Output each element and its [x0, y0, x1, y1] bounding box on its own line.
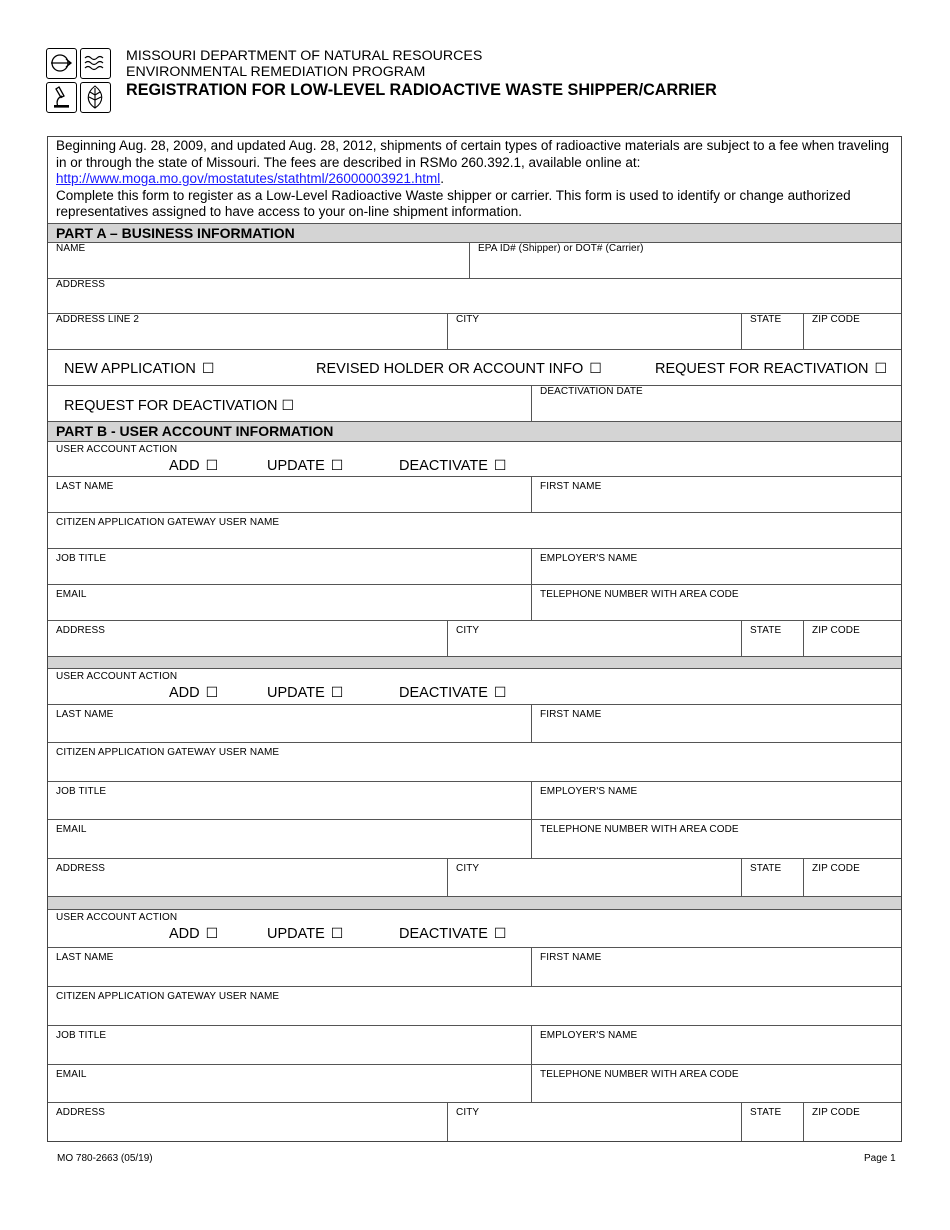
- row-deactivation: [48, 386, 901, 422]
- row-address-2: [48, 314, 901, 350]
- user-1-name-row: [48, 477, 901, 513]
- first-name-field[interactable]: FIRST NAME: [531, 948, 901, 986]
- email-field[interactable]: EMAIL: [56, 1069, 87, 1080]
- reactivation-option[interactable]: REQUEST FOR REACTIVATION ☐: [655, 360, 888, 377]
- email-field[interactable]: EMAIL: [56, 589, 87, 600]
- last-name-field[interactable]: LAST NAME: [56, 952, 114, 963]
- first-name-field[interactable]: FIRST NAME: [531, 477, 901, 512]
- cag-username-field[interactable]: CITIZEN APPLICATION GATEWAY USER NAME: [56, 991, 280, 1002]
- form-title: REGISTRATION FOR LOW-LEVEL RADIOACTIVE WASTE SHIPPER/CARRIER: [126, 81, 717, 99]
- zip-field[interactable]: ZIP CODE: [803, 1103, 901, 1141]
- address-field[interactable]: ADDRESS: [56, 863, 106, 874]
- user-1-job-row: [48, 549, 901, 585]
- new-application-option[interactable]: NEW APPLICATION ☐: [64, 360, 215, 377]
- add-option[interactable]: ADD ☐: [169, 457, 219, 474]
- cag-username-field[interactable]: CITIZEN APPLICATION GATEWAY USER NAME: [56, 747, 280, 758]
- job-title-field[interactable]: JOB TITLE: [56, 1030, 107, 1041]
- checkbox-icon[interactable]: ☐: [201, 360, 215, 376]
- intro-paragraph-2: Complete this form to register as a Low-Level Radioactive Waste shipper or carrier. This form is used to identify or change authorized representatives assigned to have access to your on-line shipment information.: [56, 187, 851, 219]
- employer-name-field[interactable]: EMPLOYER'S NAME: [531, 1026, 901, 1064]
- user-2-cag-row: [48, 743, 901, 782]
- checkbox-icon[interactable]: ☐: [330, 684, 344, 700]
- checkbox-icon[interactable]: ☐: [330, 457, 344, 473]
- employer-name-field[interactable]: EMPLOYER'S NAME: [531, 782, 901, 819]
- air-icon: [46, 48, 77, 79]
- deactivation-date-field[interactable]: DEACTIVATION DATE: [531, 386, 901, 421]
- city-field[interactable]: CITY: [447, 1103, 741, 1141]
- user-2-contact-row: [48, 820, 901, 859]
- business-zip-field[interactable]: ZIP CODE: [803, 314, 901, 349]
- last-name-field[interactable]: LAST NAME: [56, 709, 114, 720]
- checkbox-icon[interactable]: ☐: [874, 360, 888, 376]
- user-3-name-row: [48, 948, 901, 987]
- business-address-field[interactable]: ADDRESS: [56, 279, 106, 290]
- job-title-field[interactable]: JOB TITLE: [56, 553, 107, 564]
- city-field[interactable]: CITY: [447, 621, 741, 656]
- checkbox-icon[interactable]: ☐: [330, 925, 344, 941]
- user-2-job-row: [48, 782, 901, 820]
- deactivate-option[interactable]: DEACTIVATE ☐: [399, 457, 507, 474]
- separator-bar: [48, 897, 901, 910]
- address-field[interactable]: ADDRESS: [56, 1107, 106, 1118]
- first-name-field[interactable]: FIRST NAME: [531, 705, 901, 742]
- microscope-icon: [46, 82, 77, 113]
- add-option[interactable]: ADD ☐: [169, 684, 219, 701]
- business-state-field[interactable]: STATE: [741, 314, 803, 349]
- user-2-name-row: [48, 705, 901, 743]
- user-2-action-row: USER ACCOUNT ACTION ADD ☐ UPDATE ☐ DEACTIVATE ☐: [48, 669, 901, 705]
- page-number: Page 1: [864, 1153, 896, 1164]
- user-2-address-row: [48, 859, 901, 897]
- user-3-address-row: [48, 1103, 901, 1141]
- user-1-address-row: [48, 621, 901, 657]
- row-address: [48, 279, 901, 314]
- intro-paragraph-1: Beginning Aug. 28, 2009, and updated Aug. 28, 2012, shipments of certain types of radioactive materials are subject to a fee when traveling in or through the state of Missouri. The fees are described in RSMo 260.392.1, available online at: http://www.moga.mo.gov/mostatutes/stathtml/26000003921.html.: [56, 138, 890, 186]
- zip-field[interactable]: ZIP CODE: [803, 859, 901, 896]
- water-icon: [80, 48, 111, 79]
- checkbox-icon[interactable]: ☐: [205, 925, 219, 941]
- separator-bar: [48, 657, 901, 669]
- part-b-heading: PART B - USER ACCOUNT INFORMATION: [48, 422, 901, 442]
- update-option[interactable]: UPDATE ☐: [267, 684, 344, 701]
- row-application-type: [48, 350, 901, 386]
- update-option[interactable]: UPDATE ☐: [267, 457, 344, 474]
- deactivation-option[interactable]: REQUEST FOR DEACTIVATION ☐: [64, 397, 295, 414]
- revised-info-option[interactable]: REVISED HOLDER OR ACCOUNT INFO ☐: [316, 360, 602, 377]
- checkbox-icon[interactable]: ☐: [493, 457, 507, 473]
- user-3-cag-row: [48, 987, 901, 1026]
- job-title-field[interactable]: JOB TITLE: [56, 786, 107, 797]
- telephone-field[interactable]: TELEPHONE NUMBER WITH AREA CODE: [531, 585, 901, 620]
- checkbox-icon[interactable]: ☐: [493, 684, 507, 700]
- deactivate-option[interactable]: DEACTIVATE ☐: [399, 925, 507, 942]
- part-a-heading: PART A – BUSINESS INFORMATION: [48, 223, 901, 243]
- email-field[interactable]: EMAIL: [56, 824, 87, 835]
- form-header: [46, 48, 906, 118]
- state-field[interactable]: STATE: [741, 1103, 803, 1141]
- row-name: [48, 243, 901, 279]
- epa-id-field[interactable]: EPA ID# (Shipper) or DOT# (Carrier): [469, 243, 901, 278]
- checkbox-icon[interactable]: ☐: [589, 360, 602, 376]
- deactivate-option[interactable]: DEACTIVATE ☐: [399, 684, 507, 701]
- user-1-contact-row: [48, 585, 901, 621]
- deactivation-request: [48, 386, 531, 421]
- add-option[interactable]: ADD ☐: [169, 925, 219, 942]
- city-field[interactable]: CITY: [447, 859, 741, 896]
- user-1-cag-row: [48, 513, 901, 549]
- cag-username-field[interactable]: CITIZEN APPLICATION GATEWAY USER NAME: [56, 517, 280, 528]
- intro-text: [48, 137, 901, 224]
- agency-name: MISSOURI DEPARTMENT OF NATURAL RESOURCES: [126, 48, 483, 64]
- name-field[interactable]: NAME: [56, 243, 86, 254]
- address-line-2-field[interactable]: ADDRESS LINE 2: [56, 314, 140, 325]
- employer-name-field[interactable]: EMPLOYER'S NAME: [531, 549, 901, 584]
- update-option[interactable]: UPDATE ☐: [267, 925, 344, 942]
- user-3-job-row: [48, 1026, 901, 1065]
- user-3-contact-row: [48, 1065, 901, 1103]
- checkbox-icon[interactable]: ☐: [493, 925, 507, 941]
- checkbox-icon[interactable]: ☐: [205, 684, 219, 700]
- program-name: ENVIRONMENTAL REMEDIATION PROGRAM: [126, 64, 426, 80]
- business-city-field[interactable]: CITY: [447, 314, 741, 349]
- user-3-action-row: USER ACCOUNT ACTION ADD ☐ UPDATE ☐ DEACTIVATE ☐: [48, 910, 901, 948]
- user-1-action-row: USER ACCOUNT ACTION ADD ☐ UPDATE ☐ DEACTIVATE ☐: [48, 442, 901, 477]
- state-field[interactable]: STATE: [741, 621, 803, 656]
- checkbox-icon[interactable]: ☐: [205, 457, 219, 473]
- agency-logo: [46, 48, 112, 114]
- last-name-field[interactable]: LAST NAME: [56, 481, 114, 492]
- zip-field[interactable]: ZIP CODE: [803, 621, 901, 656]
- telephone-field[interactable]: TELEPHONE NUMBER WITH AREA CODE: [531, 1065, 901, 1102]
- registration-form: [47, 136, 902, 1142]
- form-number: MO 780-2663 (05/19): [57, 1153, 153, 1164]
- statute-link[interactable]: http://www.moga.mo.gov/mostatutes/stathtml/26000003921.html: [56, 171, 441, 186]
- address-field[interactable]: ADDRESS: [56, 625, 106, 636]
- leaf-icon: [80, 82, 111, 113]
- checkbox-icon[interactable]: ☐: [281, 397, 295, 413]
- telephone-field[interactable]: TELEPHONE NUMBER WITH AREA CODE: [531, 820, 901, 858]
- state-field[interactable]: STATE: [741, 859, 803, 896]
